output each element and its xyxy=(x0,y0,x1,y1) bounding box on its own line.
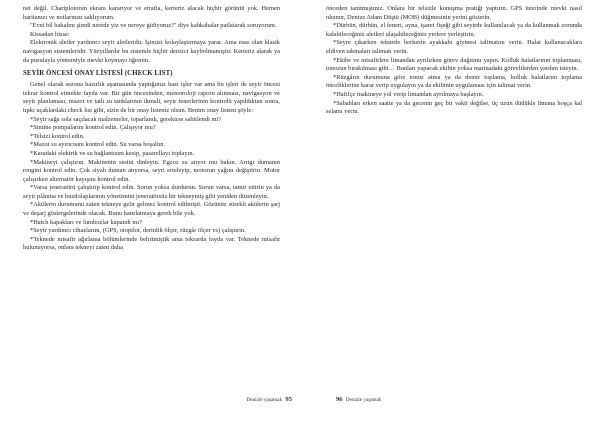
checklist-item: *Sintine pompalarını kontrol edin. Çalışıyor mu? xyxy=(30,124,156,132)
checklist-item: *Ekibe ve misafirlere limandan ayrılırken görev dağıtımı yapın. Kolluk halatlarının toplanması, tonozun bırakılması gibi… Bunları yapacak ekibin yoksa marinadaki görevlilerden yardım isteyin. xyxy=(326,56,582,73)
running-footer-label: Denizle yaşamak xyxy=(246,397,283,403)
checklist-item: *Hatch kapakları ve lumbozlar kapandı mı? xyxy=(30,218,142,226)
paragraph: önceden tanıtmıştınız. Onlara bir telsizle konuşma pratiği yaptırın. GPS üzerinde mevki nasıl okunur, Denize Adam Düştü (MOB) düğmesinin yerini gösterin. xyxy=(326,5,582,21)
running-footer-label: Denizle yaşamak xyxy=(345,397,382,403)
right-text-column xyxy=(326,5,582,117)
page-number: 95 xyxy=(285,396,292,403)
checklist-item: *Telsizi kontrol edin. xyxy=(30,132,85,140)
checklist-item: *Seyir sağa sola saçılacak malzemeler, toparlandı, gerekirse sabitlendi mi? xyxy=(30,115,222,123)
checklist-item: *Mazot su ayırıcısını kontrol edin. Su varsa boşaltın. xyxy=(30,141,166,149)
paragraph: Genel olarak sezona hazırlık aşamasında yaptığımız bazı işler var ama bu işleri de seyir öncesi tekrar kontrol etmekte fayda var. Bir gün öncesinden, meteoroloji raporu alınması, navigasyon ve seyir planlaması, mazot ve tatlı su tanklarının ikmali, seyir fenerlerinin kontrolü yapıldıktan sonra, tıpkı uçaklardaki check list gibi, sizin de bir onay listeniz olsun. Benim onay listem şöyle: xyxy=(23,81,280,114)
checklist-item: *Akülerin durumunu zaten tekneye gelir gelmez kontrol edilmişti. Gözünüz sürekli akülerin şarj ve deşarj göstergelerinde olacak. Bunu hatırlatmaya gerek bile yok. xyxy=(23,201,280,218)
paragraph: Kissadan hisse: xyxy=(30,30,70,38)
section-heading: SEYİR ÖNCESİ ONAY LİSTESİ (CHECK LIST) xyxy=(23,70,173,78)
page-footer-left xyxy=(247,396,292,404)
checklist-item: *Hafifçe makineye yol verip limandan ayrılmaya başlayın. xyxy=(333,90,484,98)
checklist-item: *Sabahları erken saatte ya da gecenin geç bir vakti değilse, üç uzun düdükle limana hoşça kal selamı verin. xyxy=(326,99,582,116)
left-text-column xyxy=(23,5,280,253)
checklist-item: *Karadaki elektrik ve su bağlantısını kesip, pasarellayı toplayın. xyxy=(30,149,195,157)
page-footer-right xyxy=(336,396,381,404)
checklist-item: *Seyre çıkarken teknede herkesin ayakkabı giymesi talimatını verin. Halat kullanacaklara eldiven takmaları talimatı verin. xyxy=(326,39,582,55)
paragraph: net değil. Chartplotorun ekranı kararıyor ve etrafta, kerteriz alacak hiçbir görüntü yok. Hemen haritanızı ve notlarınızı saklıyorum. xyxy=(23,5,280,21)
checklist-item: *Teknede misafir ağırlama bölümlerinde belirtmiştik ama tekrarda fayda var. Teknede misafir bulunuyorsa, onlara tekneyi zaten daha xyxy=(23,235,280,252)
checklist-item: *Dürbün, dürbün, el feneri, ayna, işaret fişeği gibi seyirde kullanılacak ya da kullanmak zorunda kalabileceğiniz aletleri ulaşabileceğiniz yerlere yerleştirin. xyxy=(326,22,582,38)
right-page xyxy=(300,0,600,427)
paragraph: "Evet bil bakalım şimdi nerede yiz ve nereye gidiyoruz?" diye kahkahalar patlatarak soruyorum. xyxy=(30,22,277,30)
paragraph: Elektronik aletler yardımcı seyir aletleridir. İşimizi kolaylaştırmaya yarar. Ama esas olan klasik navigasyon sistemleridir. Yüzyıllardır bu sistemle hiçbir denizci kaybolmamıştır. Kerteriz alarak ya da pusulayla yöntemiyle mevki koymayı öğrenin. xyxy=(23,39,280,64)
checklist-item: *Rüzgârın durumuna göre tonoz atma ya da demir toplama, kolluk halatlarını toplama önceliklerine karar verip uygulayın ya da ekibinin uygulaması için talimat verin. xyxy=(326,73,582,90)
checklist-item: *Makineyi çalıştırın. Makinenin sesini dinleyin. Egzoz su atıyor mu bakın. Arıtgı dumanın rengini kontrol edin. Çok siyah duman atıyorsa, seyri erteleyip, motorun yağını değiştirin. Motor çalışırken alternatör kayışını kontrol edin. xyxy=(23,158,280,183)
checklist-item: *Seyir yardımcı cihazlarını, (GPS, otopilot, derinlik ölçer, rüzgâr ölçer vs) çalıştırın. xyxy=(30,227,246,235)
page-number: 96 xyxy=(336,396,343,403)
checklist-item: *Varsa jeneratörü çalıştırıp kontrol edin. Sorun yoksa durdurun. Sorun varsa, tamir ettirin ya da seyir plânına ve buzdolaplarının yönetimini jeneratörsüz bir tekneymiş gibi yeniden düzenleyin. xyxy=(23,184,280,200)
